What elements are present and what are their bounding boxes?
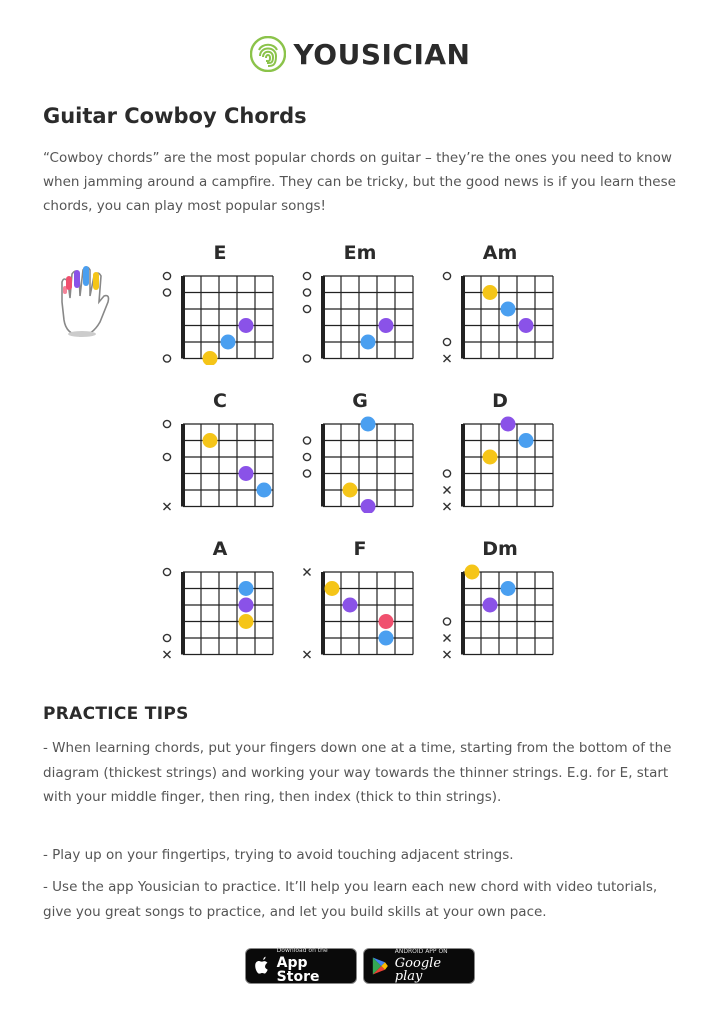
chord-name: A: [212, 538, 228, 560]
open-string-marker: [163, 355, 170, 362]
open-string-marker: [303, 437, 310, 444]
fingerprint-icon: [250, 36, 286, 72]
app-store-small-text: Download on the: [276, 947, 328, 954]
finger-dot-index: [343, 483, 358, 498]
fretboard: [295, 410, 423, 513]
open-string-marker: [163, 634, 170, 641]
chord-chart-grid: [155, 242, 575, 662]
finger-dot-index: [465, 565, 480, 580]
chord-diagram-c: [155, 390, 285, 520]
finger-dot-index: [239, 614, 254, 629]
tip-item-3: - Use the app Yousician to practice. It’ll help you learn each new chord with video tutorials, give you great songs to practice, and let you build skills at your own pace.: [43, 879, 658, 920]
google-play-small-text: ANDROID APP ON: [394, 948, 448, 955]
open-string-marker: [303, 305, 310, 312]
muted-string-marker: [444, 503, 451, 510]
finger-dot-middle: [379, 631, 394, 646]
chord-name: D: [492, 390, 508, 412]
finger-dot-middle: [361, 335, 376, 350]
open-string-marker: [163, 272, 170, 279]
open-string-marker: [163, 289, 170, 296]
chord-diagram-d: [435, 390, 565, 520]
finger-dot-ring: [519, 318, 534, 333]
muted-string-marker: [164, 651, 171, 658]
chord-name: Em: [343, 242, 377, 264]
finger-dot-pinky: [379, 614, 394, 629]
finger-dot-middle: [221, 335, 236, 350]
finger-dot-ring: [361, 499, 376, 513]
play-triangle-icon: [370, 955, 389, 977]
fretboard: [295, 558, 423, 661]
open-string-marker: [303, 272, 310, 279]
finger-dot-index: [483, 450, 498, 465]
fretboard: [295, 262, 423, 365]
finger-dot-ring: [239, 466, 254, 481]
muted-string-marker: [444, 355, 451, 362]
chord-diagram-em: [295, 242, 425, 372]
finger-dot-ring: [239, 598, 254, 613]
chord-diagram-f: [295, 538, 425, 668]
finger-dot-middle: [501, 581, 516, 596]
finger-dot-ring: [501, 417, 516, 432]
open-string-marker: [303, 355, 310, 362]
finger-dot-middle: [501, 302, 516, 317]
fretboard: [155, 558, 283, 661]
finger-dot-index: [325, 581, 340, 596]
chord-name: C: [213, 390, 227, 412]
muted-string-marker: [444, 487, 451, 494]
muted-string-marker: [164, 503, 171, 510]
muted-string-marker: [444, 635, 451, 642]
chord-name: G: [352, 390, 368, 412]
finger-dot-middle: [257, 483, 272, 498]
finger-dot-middle: [361, 417, 376, 432]
chord-diagram-g: [295, 390, 425, 520]
open-string-marker: [443, 272, 450, 279]
finger-dot-index: [203, 433, 218, 448]
google-play-big-text: Google play: [394, 956, 442, 984]
fretboard: [155, 262, 283, 365]
intro-paragraph: “Cowboy chords” are the most popular chords on guitar – they’re the ones you need to know when jamming around a campfire. They can be tricky, but the good news is if you learn these chords, you can play most popular songs!: [43, 150, 676, 214]
open-string-marker: [443, 470, 450, 477]
app-store-badges: [0, 948, 720, 984]
finger-dot-middle: [519, 433, 534, 448]
apple-icon: [252, 955, 271, 977]
chord-name: E: [213, 242, 227, 264]
fretboard: [435, 558, 563, 661]
brand-name: YOUSICIAN: [293, 37, 471, 71]
tip-item-1: - When learning chords, put your fingers down one at a time, starting from the bottom of the diagram (thickest strings) and working your way towards the thinner strings. E.g. for E, start with your middle finger, then ring, then index (thick to thin strings).: [43, 740, 672, 805]
finger-dot-index: [203, 351, 218, 365]
chord-diagram-am: [435, 242, 565, 372]
open-string-marker: [443, 618, 450, 625]
app-store-button[interactable]: [245, 948, 357, 984]
chord-name: Am: [482, 242, 518, 264]
muted-string-marker: [304, 569, 311, 576]
open-string-marker: [303, 453, 310, 460]
finger-dot-ring: [239, 318, 254, 333]
open-string-marker: [443, 338, 450, 345]
page-title: Guitar Cowboy Chords: [43, 104, 307, 128]
muted-string-marker: [304, 651, 311, 658]
finger-dot-ring: [483, 598, 498, 613]
finger-dot-ring: [379, 318, 394, 333]
header: [0, 36, 720, 72]
google-play-button[interactable]: [363, 948, 475, 984]
fretboard: [155, 410, 283, 513]
chord-diagram-e: [155, 242, 285, 372]
finger-dot-index: [483, 285, 498, 300]
fretboard: [435, 410, 563, 513]
app-store-big-text: App Store: [276, 955, 320, 985]
open-string-marker: [163, 420, 170, 427]
fretboard: [435, 262, 563, 365]
open-string-marker: [303, 470, 310, 477]
chord-diagram-dm: [435, 538, 565, 668]
finger-dot-middle: [239, 581, 254, 596]
hand-finger-colors-icon: [52, 262, 116, 342]
chord-name: F: [353, 538, 367, 560]
open-string-marker: [163, 568, 170, 575]
practice-tips-heading: PRACTICE TIPS: [43, 704, 189, 724]
tip-item-2: - Play up on your fingertips, trying to avoid touching adjacent strings.: [43, 847, 514, 863]
finger-dot-ring: [343, 598, 358, 613]
chord-diagram-a: [155, 538, 285, 668]
chord-name: Dm: [482, 538, 518, 560]
muted-string-marker: [444, 651, 451, 658]
open-string-marker: [163, 453, 170, 460]
open-string-marker: [303, 289, 310, 296]
